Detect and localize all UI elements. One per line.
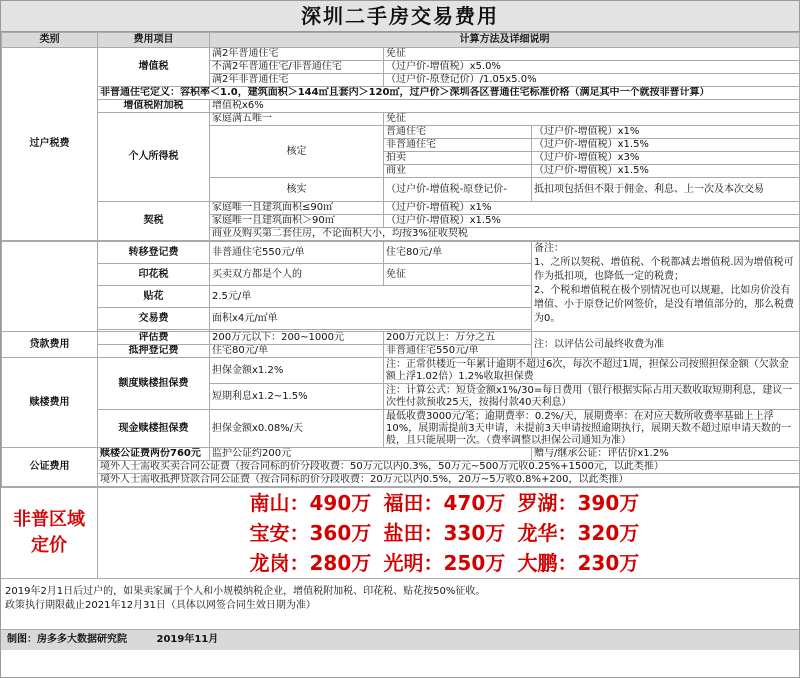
mortgage-reg-non-residential: 非普通住宅550元/单 [384, 345, 532, 358]
registration-non-residential: 非普通住宅550元/单 [210, 242, 384, 264]
pit-verified-calc-1: （过户价-增值税）x1% [532, 126, 800, 139]
item-mortgage-registration: 抵押登记费 [98, 345, 210, 358]
region-price: 光明：250万 [383, 551, 506, 575]
pit-verified-type-4: 商业 [384, 165, 532, 178]
quota-note-1: 注：正常供楼近一年累计逾期不超过6次，每次不超过1周，担保公司按照担保金额（欠款金额上浮1.02倍）1.2%收取担保费 [384, 358, 800, 384]
region-price: 宝安：360万 [249, 521, 372, 545]
pit-verified-type-1: 普通住宅 [384, 126, 532, 139]
vat-surcharge-calc: 增值税x6% [210, 100, 800, 113]
registration-residential: 住宅80元/单 [384, 242, 532, 264]
deed-extra: 商业及购买第二套住房，不论面积大小，均按3%征收契税 [210, 228, 800, 241]
category-transfer: 过户税费 [2, 48, 98, 241]
transfer-table-lower [1, 241, 800, 487]
pit-actual-note: 抵扣项包括但不限于佣金、利息、上一次及本次交易 [532, 178, 800, 202]
footer [1, 629, 799, 650]
trading-fee-calc: 面积x4元/㎡单 [210, 308, 532, 330]
deed-calc-2: （过户价-增值税）x1.5% [384, 215, 800, 228]
region-price: 南山：490万 [249, 491, 372, 515]
vat-calc-1: 免征 [384, 48, 800, 61]
item-sticker: 贴花 [98, 286, 210, 308]
fee-table [1, 32, 800, 241]
item-trading-fee: 交易费 [98, 308, 210, 330]
transfer-remark-text: 备注： 1、之所以契税、增值税、个税都减去增值税.因为增值税可作为抵扣项，也降低一定的税费； 2、个税和增值税在极个别情况也可以规避，比如房价没有增值、小于原登记价网签价，是没有增值部分的，那么税费为0。 [534, 243, 794, 324]
pit-verified-type-2: 非普通住宅 [384, 139, 532, 152]
notary-overseas-sale: 境外人士需收买卖合同公证费（按合同标的价分段收费：50万元以内0.3%，50万元~500万元收0.25%+1500元，以此类推） [98, 461, 800, 474]
footer-date: 2019年11月 [156, 634, 219, 645]
policy-note-1: 2019年2月1日后过户的，如果卖家属于个人和小规模纳税企业，增值税附加税、印花税、贴花按50%征收。 [5, 586, 486, 597]
region-price: 大鹏：230万 [517, 551, 640, 575]
appraisal-high: 200万元以上：万分之五 [384, 332, 532, 345]
deed-cond-2: 家庭唯一且建筑面积＞90㎡ [210, 215, 384, 228]
quota-fee-1: 担保金额x1.2% [210, 358, 384, 384]
item-pit: 个人所得税 [98, 113, 210, 202]
pit-family-only-calc: 免征 [384, 113, 800, 126]
region-price: 福田：470万 [383, 491, 506, 515]
header-method: 计算方法及详细说明 [210, 33, 800, 48]
item-vat-surcharge: 增值税附加税 [98, 100, 210, 113]
deed-cond-1: 家庭唯一且建筑面积≤90㎡ [210, 202, 384, 215]
policy-notes [1, 578, 799, 629]
non-ordinary-definition: 非普通住宅定义：容积率＜1.0，建筑面积＞144㎡且套内＞120㎡，过户价＞深圳各区普通住宅标准价格（满足其中一个就按非普计算） [98, 87, 800, 100]
region-price-grid [98, 488, 799, 578]
pit-verified-calc-4: （过户价-增值税）x1.5% [532, 165, 800, 178]
item-cash-guarantee: 现金赎楼担保费 [98, 410, 210, 448]
category-loan: 贷款费用 [2, 332, 98, 358]
stamp-calc: 免征 [384, 264, 532, 286]
quota-fee-2: 短期利息x1.2~1.5% [210, 384, 384, 410]
pit-verified-calc-2: （过户价-增值税）x1.5% [532, 139, 800, 152]
category-transfer-cont [2, 242, 98, 332]
cash-fee: 担保金额x0.08%/天 [210, 410, 384, 448]
transfer-remark [532, 242, 800, 332]
notary-supervise: 监护公证约200元 [210, 448, 532, 461]
region-price: 罗湖：390万 [517, 491, 640, 515]
non-ordinary-region-pricing [1, 487, 799, 578]
vat-cond-3: 满2年非普通住宅 [210, 74, 384, 87]
region-price: 龙岗：280万 [249, 551, 372, 575]
loan-note: 注：以评估公司最终收费为准 [532, 332, 800, 358]
stamp-cond: 买卖双方都是个人的 [210, 264, 384, 286]
vat-calc-2: （过户价-增值税）x5.0% [384, 61, 800, 74]
region-price: 盐田：330万 [383, 521, 506, 545]
region-label-line-1: 非普区域 [13, 509, 85, 530]
notary-gift: 赠与/继承公证：评估价x1.2% [532, 448, 800, 461]
pit-family-only: 家庭满五唯一 [210, 113, 384, 126]
vat-calc-3: （过户价-原登记价）/1.05x5.0% [384, 74, 800, 87]
item-stamp-tax: 印花税 [98, 264, 210, 286]
pit-verified: 核定 [210, 126, 384, 178]
page-title: 深圳二手房交易费用 [1, 1, 799, 32]
category-redemption: 赎楼费用 [2, 358, 98, 448]
notary-overseas-loan: 境外人士需收抵押贷款合同公证费（按合同标的价分段收费：20万元以内0.5%，20万~5万收0.8%+200，以此类推） [98, 474, 800, 487]
quota-note-2: 注：计算公式：短贷金额x1%/30=每日费用（银行根据实际占用天数收取短期利息，建议一次性付款预收25天，按揭付款40天利息） [384, 384, 800, 410]
item-registration: 转移登记费 [98, 242, 210, 264]
header-item: 费用项目 [98, 33, 210, 48]
item-deed-tax: 契税 [98, 202, 210, 241]
region-label-line-2: 定价 [31, 535, 67, 556]
vat-cond-1: 满2年普通住宅 [210, 48, 384, 61]
cash-note: 最低收费3000元/笔；逾期费率：0.2%/天，展期费率：在对应天数所收费率基础上上浮10%，展期需提前3天申请，未提前3天申请按照逾期执行，展期天数不超过原申请天数的一般，且只能展期一次。（费率调整以担保公司通知为准） [384, 410, 800, 448]
region-label [1, 488, 98, 578]
header-category: 类别 [2, 33, 98, 48]
footer-maker: 制图：房多多大数据研究院 [7, 634, 127, 645]
pit-actual-calc: （过户价-增值税-原登记价- [384, 178, 532, 202]
appraisal-low: 200万元以下：200~1000元 [210, 332, 384, 345]
region-price: 龙华：320万 [517, 521, 640, 545]
item-vat: 增值税 [98, 48, 210, 87]
sticker-calc: 2.5元/单 [210, 286, 532, 308]
pit-verified-calc-3: （过户价-增值税）x3% [532, 152, 800, 165]
item-quota-guarantee: 额度赎楼担保费 [98, 358, 210, 410]
pit-verified-type-3: 拍卖 [384, 152, 532, 165]
notary-redeem: 赎楼公证费两份760元 [98, 448, 210, 461]
vat-cond-2: 不满2年普通住宅/非普通住宅 [210, 61, 384, 74]
category-notary: 公证费用 [2, 448, 98, 487]
policy-note-2: 政策执行期限截止2021年12月31日（具体以网签合同生效日期为准） [5, 600, 316, 611]
item-appraisal: 评估费 [98, 332, 210, 345]
deed-calc-1: （过户价-增值税）x1% [384, 202, 800, 215]
pit-actual: 核实 [210, 178, 384, 202]
mortgage-reg-residential: 住宅80元/单 [210, 345, 384, 358]
